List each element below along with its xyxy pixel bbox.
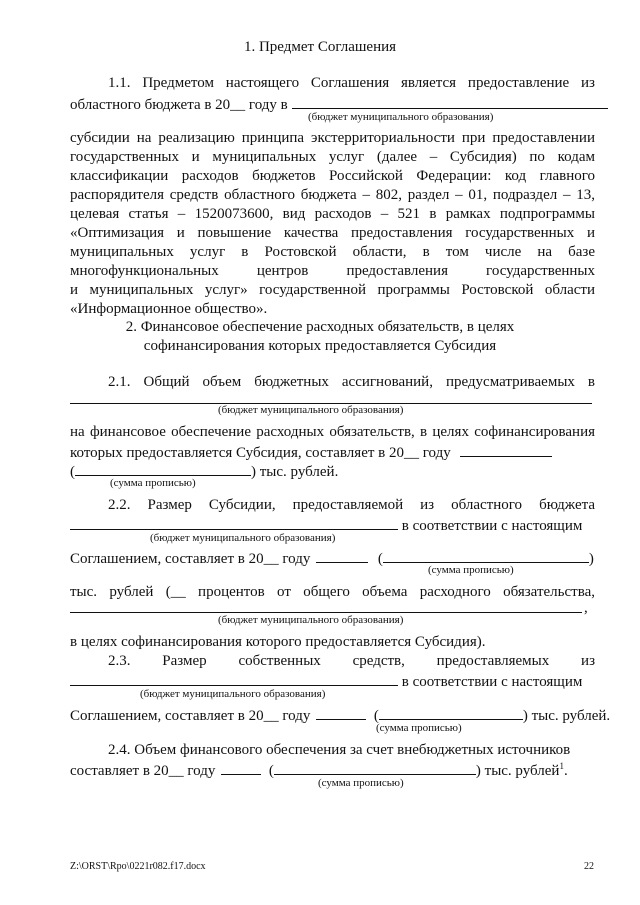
p21-line3-text: которых предоставляется Субсидия, составляет в 20__ году <box>70 445 451 461</box>
p22-line3 <box>70 548 594 569</box>
footer-file-path: Z:\ORST\Rpo\0221r082.f17.docx <box>70 861 206 872</box>
p22-paren-close: ) <box>588 551 594 567</box>
p23-line2-text: в соответствии с настоящим <box>401 674 583 690</box>
s1-body-line-9: и муниципальных услуг» государственной программы Ростовской области <box>70 282 595 298</box>
caption-sum-24: (сумма прописью) <box>318 777 404 789</box>
caption-budget-21: (бюджет муниципального образования) <box>218 404 404 416</box>
caption-budget-23: (бюджет муниципального образования) <box>140 688 326 700</box>
p22-line3-text: Соглашением, составляет в 20__ году <box>70 551 311 567</box>
p22-sum-words-blank <box>383 548 589 563</box>
p23-line3-text: Соглашением, составляет в 20__ году <box>70 708 311 724</box>
s1-body-line-1: субсидии на реализацию принципа экстерриториальности при предоставлении <box>70 130 595 146</box>
footnote-marker[interactable]: 1 <box>559 761 564 771</box>
p11-line1: 1.1. Предметом настоящего Соглашения является предоставление из <box>108 75 595 91</box>
section2-heading-line1: 2. Финансовое обеспечение расходных обязательств, в целях <box>125 319 515 335</box>
p23-paren-open: ( <box>373 708 379 724</box>
p24-paren-open: ( <box>268 763 274 779</box>
caption-sum-23: (сумма прописью) <box>376 722 462 734</box>
caption-sum-22: (сумма прописью) <box>428 564 514 576</box>
caption-budget-22b: (бюджет муниципального образования) <box>218 614 404 626</box>
p23-budget-blank <box>70 671 398 686</box>
caption-budget-22: (бюджет муниципального образования) <box>150 532 336 544</box>
p23-line3-close: ) тыс. рублей. <box>522 708 611 724</box>
p23-line3 <box>70 705 610 726</box>
p22-line1: 2.2. Размер Субсидии, предоставляемой из областного бюджета <box>108 497 595 513</box>
mun-budget-blank <box>292 94 608 109</box>
caption-sum-21: (сумма прописью) <box>110 477 196 489</box>
section2-heading-line2: софинансирования которых предоставляется Субсидия <box>143 338 497 354</box>
p21-sum-words-blank <box>75 461 251 476</box>
p24-amount-blank <box>221 760 261 775</box>
p21-line2: на финансовое обеспечение расходных обязательств, в целях софинансирования <box>70 424 595 440</box>
s1-body-line-5: целевая статья – 1520073600, вид расходов – 521 в рамках подпрограммы <box>70 206 595 222</box>
section1-heading: 1. Предмет Соглашения <box>243 39 397 55</box>
p21-line3 <box>70 442 552 463</box>
p21-paren-open: ( <box>70 464 75 480</box>
p22-line6: в целях софинансирования которого предоставляется Субсидия). <box>70 634 486 650</box>
s1-body-line-6: «Оптимизация и повышение качества предоставления государственных и <box>70 225 595 241</box>
p22-line2-text: в соответствии с настоящим <box>401 518 583 534</box>
p22-line5-comma: , <box>584 600 588 616</box>
s1-body-line-8: многофункциональных центров предоставления государственных <box>70 263 595 279</box>
caption-mun-budget: (бюджет муниципального образования) <box>308 111 494 123</box>
p24-line2-close: ) тыс. рублей <box>475 763 560 779</box>
s1-body-line-2: государственных и муниципальных услуг (далее – Субсидия) по кодам <box>70 149 595 165</box>
p22-paren-open: ( <box>377 551 383 567</box>
p22-amount-blank <box>316 548 368 563</box>
p22-line4: тыс. рублей (__ процентов от общего объема расходного обязательства, <box>70 584 595 600</box>
p22-budget-blank-2 <box>70 612 582 613</box>
p24-line2-text: составляет в 20__ году <box>70 763 216 779</box>
p23-amount-blank <box>316 705 366 720</box>
s1-body-line-4: распорядителя средств областного бюджета – 802, раздел – 01, подраздел – 13, <box>70 187 595 203</box>
p23-sum-words-blank <box>379 705 523 720</box>
p24-line2-end: . <box>563 763 568 779</box>
p21-line4-close: ) тыс. рублей. <box>251 464 339 480</box>
p24-line1: 2.4. Объем финансового обеспечения за счет внебюджетных источников <box>108 742 571 758</box>
p11-line2-text: областного бюджета в 20__ году в <box>70 97 288 113</box>
p24-sum-words-blank <box>274 760 476 775</box>
s1-body-line-3: классификации расходов бюджетов Российской Федерации: код главного <box>70 168 595 184</box>
footer-page-number: 22 <box>584 861 594 872</box>
p23-line1: 2.3. Размер собственных средств, предоставляемых из <box>108 653 595 669</box>
p21-amount-blank <box>460 442 552 457</box>
s1-body-line-7: муниципальных услуг в Ростовской области, в том числе на базе <box>70 244 595 260</box>
p21-line1: 2.1. Общий объем бюджетных ассигнований, предусматриваемых в <box>108 374 595 390</box>
s1-body-line-10: «Информационное общество». <box>70 301 268 317</box>
p22-budget-blank <box>70 515 398 530</box>
